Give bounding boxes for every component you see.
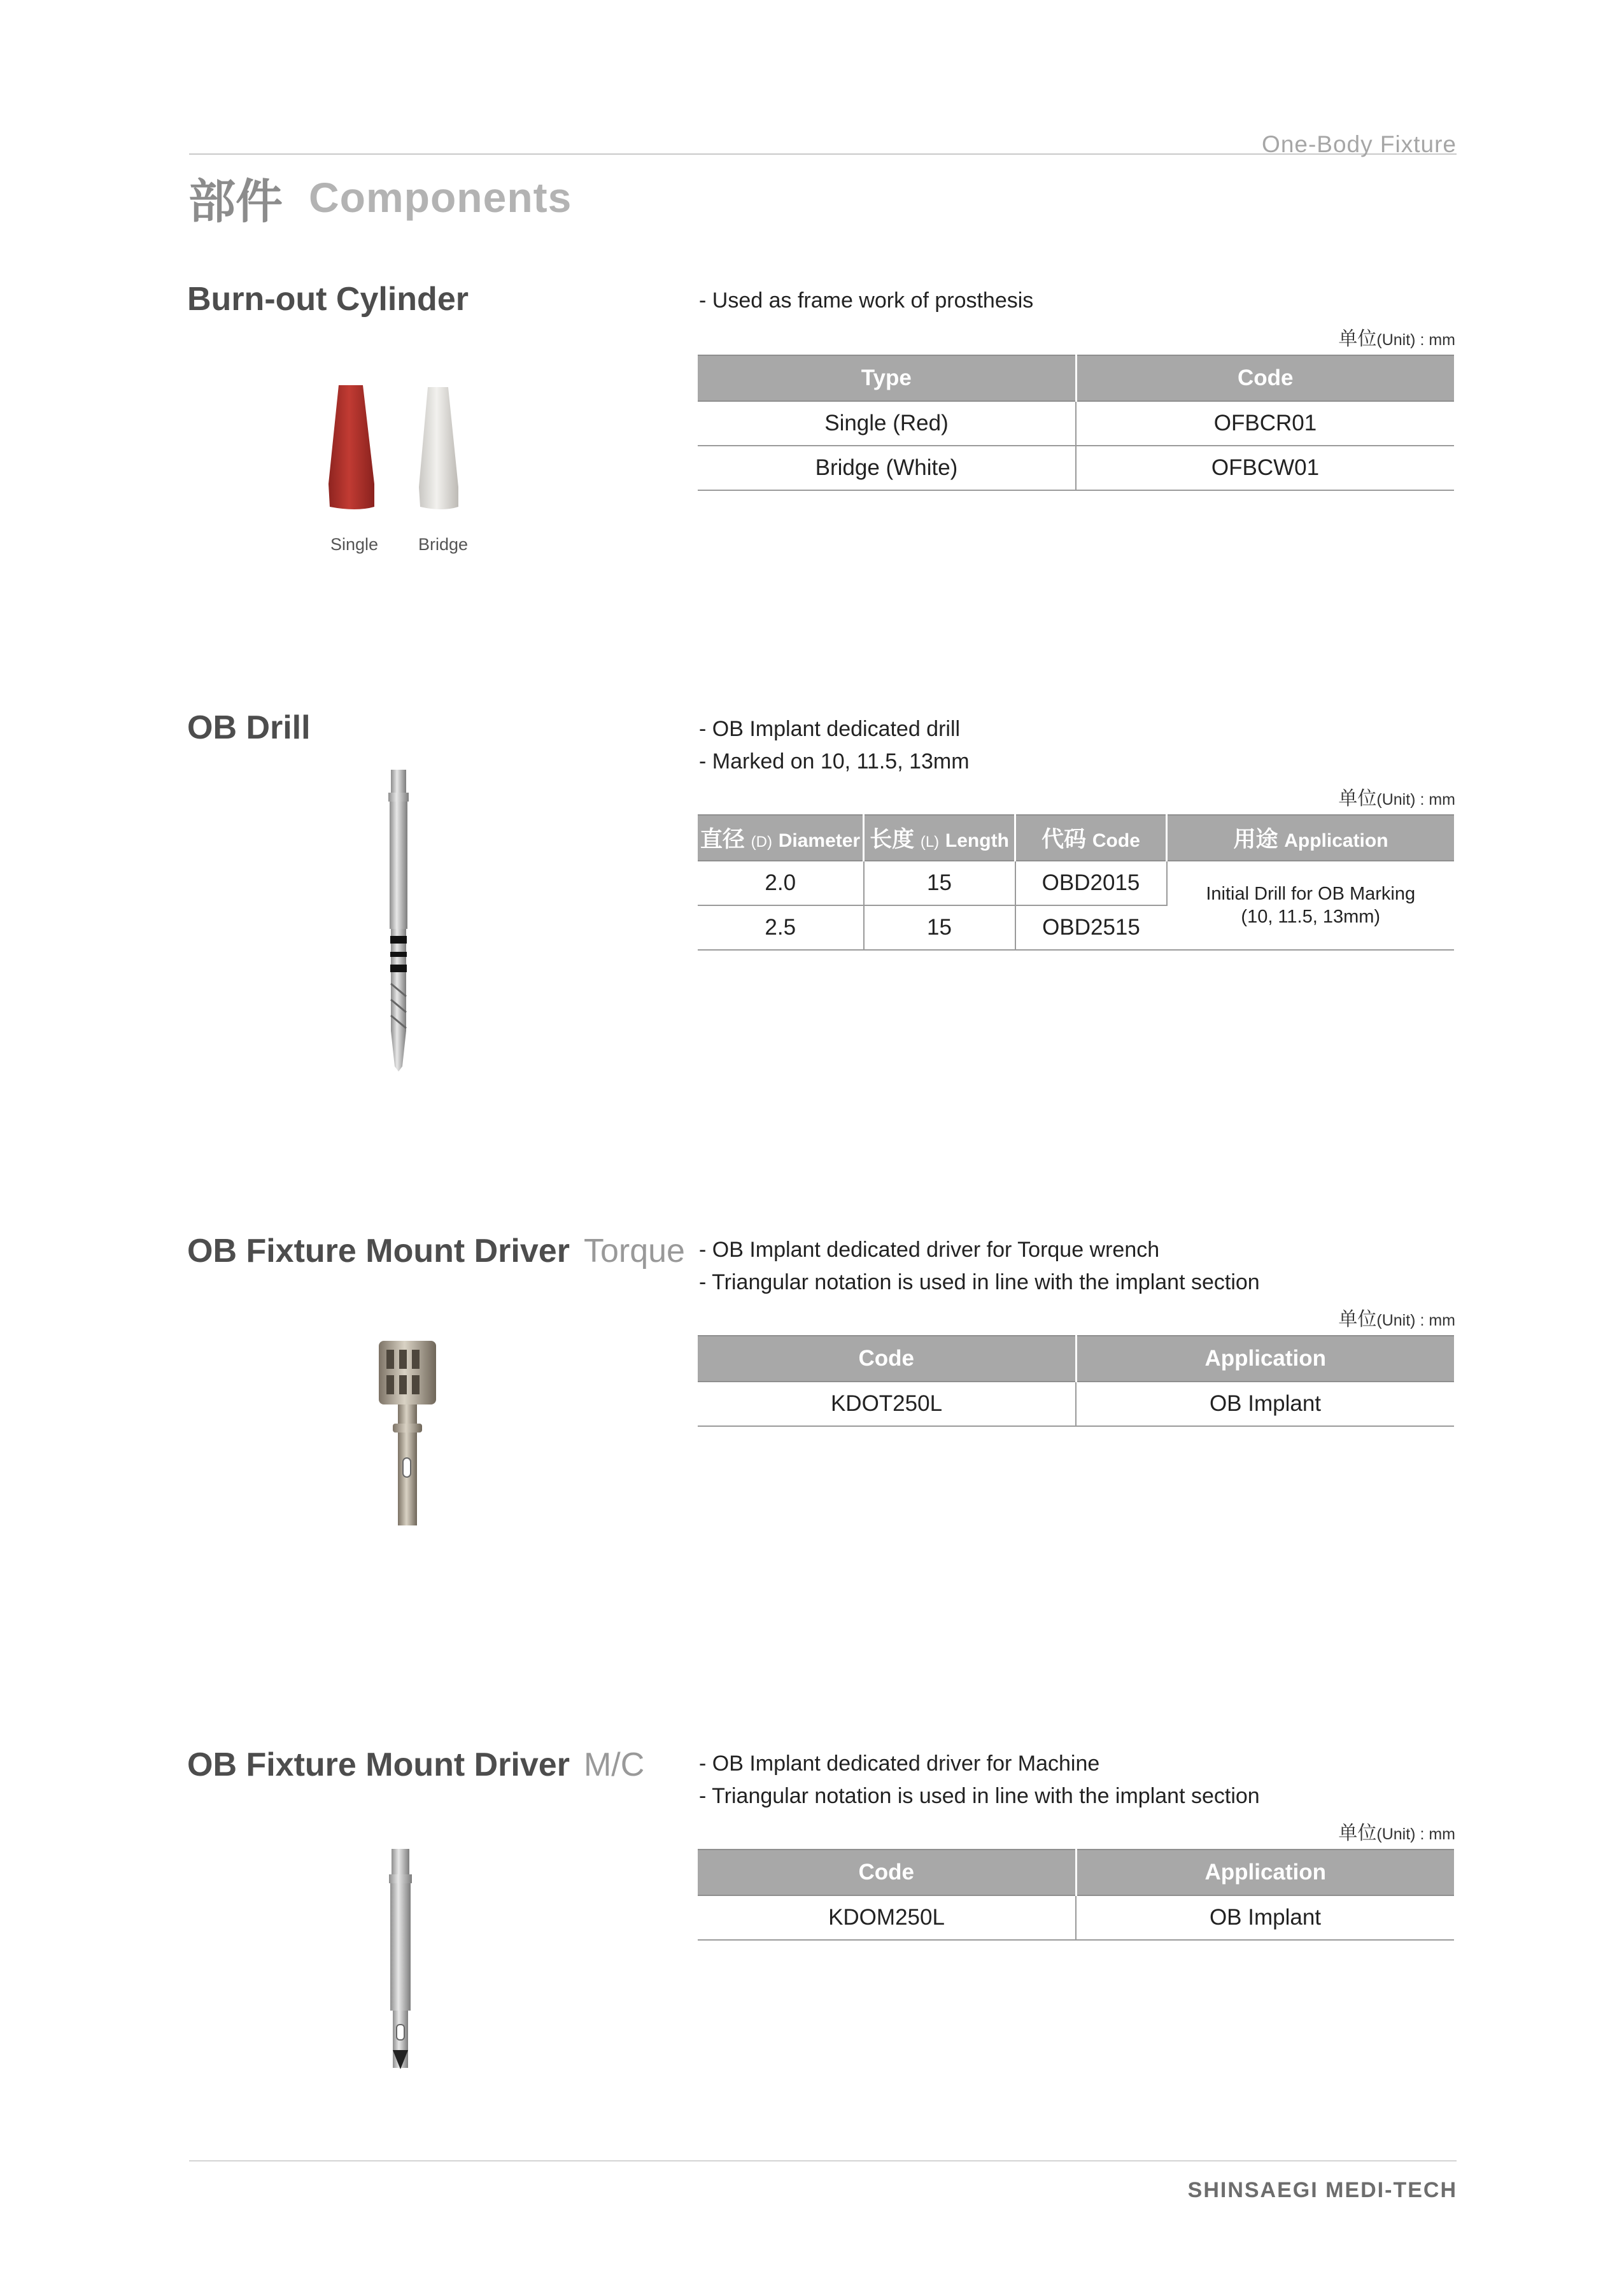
cell: 15 <box>864 905 1015 950</box>
col-code: Code <box>698 1336 1076 1382</box>
mc-title-text: OB Fixture Mount Driver <box>187 1746 570 1783</box>
application-line: Initial Drill for OB Marking <box>1206 884 1416 904</box>
mc-desc-line: - OB Implant dedicated driver for Machine <box>699 1751 1100 1776</box>
cell: Bridge (White) <box>698 446 1076 490</box>
application-line: (10, 11.5, 13mm) <box>1241 907 1381 927</box>
table-row <box>698 861 1454 905</box>
unit-label: 单位(Unit) : mm <box>1338 329 1455 350</box>
col-application: Application <box>1076 1850 1454 1895</box>
cell: OB Implant <box>1076 1895 1454 1940</box>
burnout-desc-line: - Used as frame work of prosthesis <box>699 288 1034 313</box>
torque-desc-line: - OB Implant dedicated driver for Torque wrench <box>699 1238 1160 1262</box>
col-length: 长度 (L) Length <box>864 815 1015 861</box>
caption-bridge: Bridge <box>418 535 469 554</box>
bridge-cylinder <box>419 387 458 509</box>
table-row <box>698 401 1454 446</box>
cell: KDOM250L <box>698 1895 1076 1940</box>
cell: OB Implant <box>1076 1382 1454 1426</box>
mc-table <box>698 1849 1454 1941</box>
footer-brand: SHINSAEGI MEDI-TECH <box>1187 2178 1457 2202</box>
cell: 2.0 <box>698 861 864 905</box>
drill-table <box>698 814 1454 951</box>
mc-title <box>187 1746 644 1784</box>
col-diameter: 直径 (D) Diameter <box>698 815 864 861</box>
torque-desc <box>699 1234 1260 1299</box>
mc-subtitle: M/C <box>583 1746 645 1783</box>
table-row <box>698 1895 1454 1940</box>
unit-label: 单位(Unit) : mm <box>1338 788 1455 809</box>
cell: OFBCR01 <box>1076 401 1454 446</box>
cell: Single (Red) <box>698 401 1076 446</box>
col-type: Type <box>698 355 1076 401</box>
cell: 2.5 <box>698 905 864 950</box>
cell: OBD2015 <box>1015 861 1167 905</box>
col-application: 用途 Application <box>1167 815 1455 861</box>
col-code: Code <box>698 1850 1076 1895</box>
col-code: Code <box>1076 355 1454 401</box>
col-application: Application <box>1076 1336 1454 1382</box>
torque-title-text: OB Fixture Mount Driver <box>187 1233 570 1270</box>
drill-desc-line: - Marked on 10, 11.5, 13mm <box>699 749 970 774</box>
torque-table <box>698 1335 1454 1427</box>
burnout-desc <box>699 285 1033 317</box>
application-cell <box>1167 861 1455 950</box>
col-code: 代码 Code <box>1015 815 1167 861</box>
table-row <box>698 446 1454 490</box>
drill-desc-line: - OB Implant dedicated drill <box>699 717 961 741</box>
mc-desc-line: - Triangular notation is used in line with the implant section <box>699 1784 1260 1808</box>
mc-driver-image <box>379 1846 423 2076</box>
drill-desc <box>699 713 970 778</box>
cell: KDOT250L <box>698 1382 1076 1426</box>
cell: 15 <box>864 861 1015 905</box>
cell: OFBCW01 <box>1076 446 1454 490</box>
torque-title <box>187 1232 685 1270</box>
burnout-title: Burn-out Cylinder <box>187 281 469 318</box>
burnout-cylinder-image <box>321 382 474 516</box>
drill-image <box>382 767 420 1073</box>
mc-desc <box>699 1748 1260 1813</box>
footer-rule <box>189 2160 1457 2161</box>
single-cylinder <box>328 385 374 509</box>
page-title-cn: 部件 <box>188 175 283 228</box>
torque-driver-image <box>372 1337 442 1528</box>
drill-title: OB Drill <box>187 709 311 746</box>
burnout-table <box>698 355 1454 491</box>
torque-desc-line: - Triangular notation is used in line with the implant section <box>699 1270 1260 1294</box>
section-label: One-Body Fixture <box>1262 131 1457 157</box>
cell: OBD2515 <box>1015 905 1167 950</box>
caption-single: Single <box>330 535 379 554</box>
page-title: Components <box>309 174 572 221</box>
unit-label: 单位(Unit) : mm <box>1338 1823 1455 1844</box>
torque-subtitle: Torque <box>583 1233 685 1270</box>
table-row <box>698 1382 1454 1426</box>
unit-label: 单位(Unit) : mm <box>1338 1309 1455 1330</box>
